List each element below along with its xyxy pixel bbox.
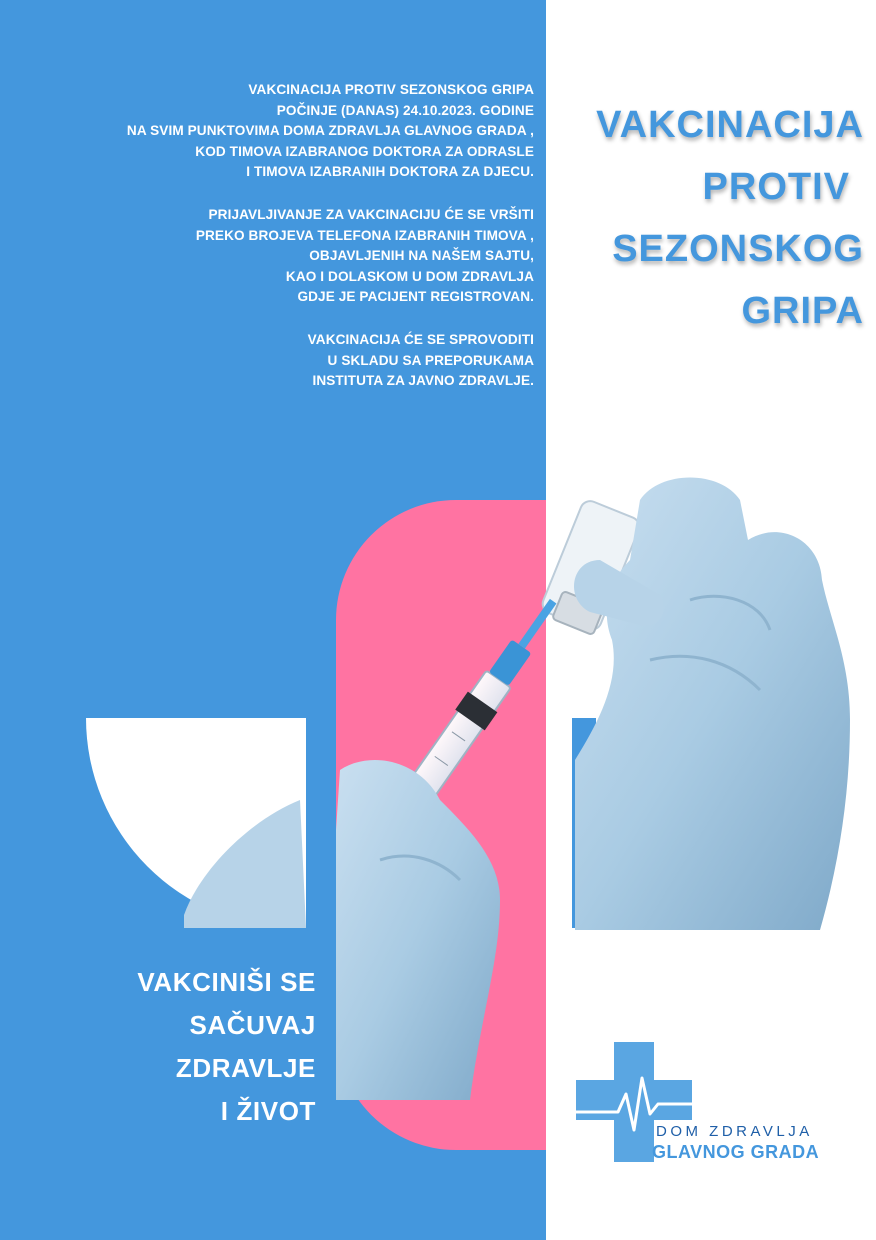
headline-line: SEZONSKOG	[612, 228, 864, 270]
info-line: GDJE JE PACIJENT REGISTROVAN.	[297, 289, 534, 305]
info-line: PREKO BROJEVA TELEFONA IZABRANIH TIMOVA ,	[195, 227, 534, 243]
slogan-line: I ŽIVOT	[220, 1096, 316, 1126]
slogan-line: ZDRAVLJE	[175, 1053, 316, 1083]
slogan-line: VAKCINIŠI SE	[137, 967, 316, 997]
logo-title: DOM ZDRAVLJA	[656, 1123, 813, 1140]
info-line: OBJAVLJENIH NA NAŠEM SAJTU,	[309, 248, 534, 264]
info-line: VAKCINACIJA PROTIV SEZONSKOG GRIPA	[248, 82, 534, 97]
info-line: POČINJE (DANAS) 24.10.2023. GODINE	[276, 102, 534, 118]
info-line: I TIMOVA IZABRANIH DOKTORA ZA DJECU.	[246, 164, 534, 180]
info-line: KOD TIMOVA IZABRANOG DOKTORA ZA ODRASLE	[195, 143, 534, 159]
info-line: KAO I DOLASKOM U DOM ZDRAVLJA	[285, 268, 534, 284]
info-line: PRIJAVLJIVANJE ZA VAKCINACIJU ĆE SE VRŠITI	[208, 206, 534, 222]
info-line: U SKLADU SA PREPORUKAMA	[327, 352, 534, 368]
headline-line: GRIPA	[741, 290, 864, 332]
info-line: INSTITUTA ZA JAVNO ZDRAVLJE.	[312, 373, 534, 389]
slogan-line: SAČUVAJ	[189, 1010, 316, 1040]
info-line: NA SVIM PUNKTOVIMA DOMA ZDRAVLJA GLAVNOG GRADA ,	[126, 123, 534, 139]
headline-line: VAKCINACIJA	[596, 104, 864, 146]
logo-subtitle: GLAVNOG GRADA	[652, 1142, 820, 1162]
info-line: VAKCINACIJA ĆE SE SPROVODITI	[307, 331, 534, 347]
slogan-text	[137, 964, 316, 1136]
headline-line: PROTIV	[702, 166, 850, 208]
